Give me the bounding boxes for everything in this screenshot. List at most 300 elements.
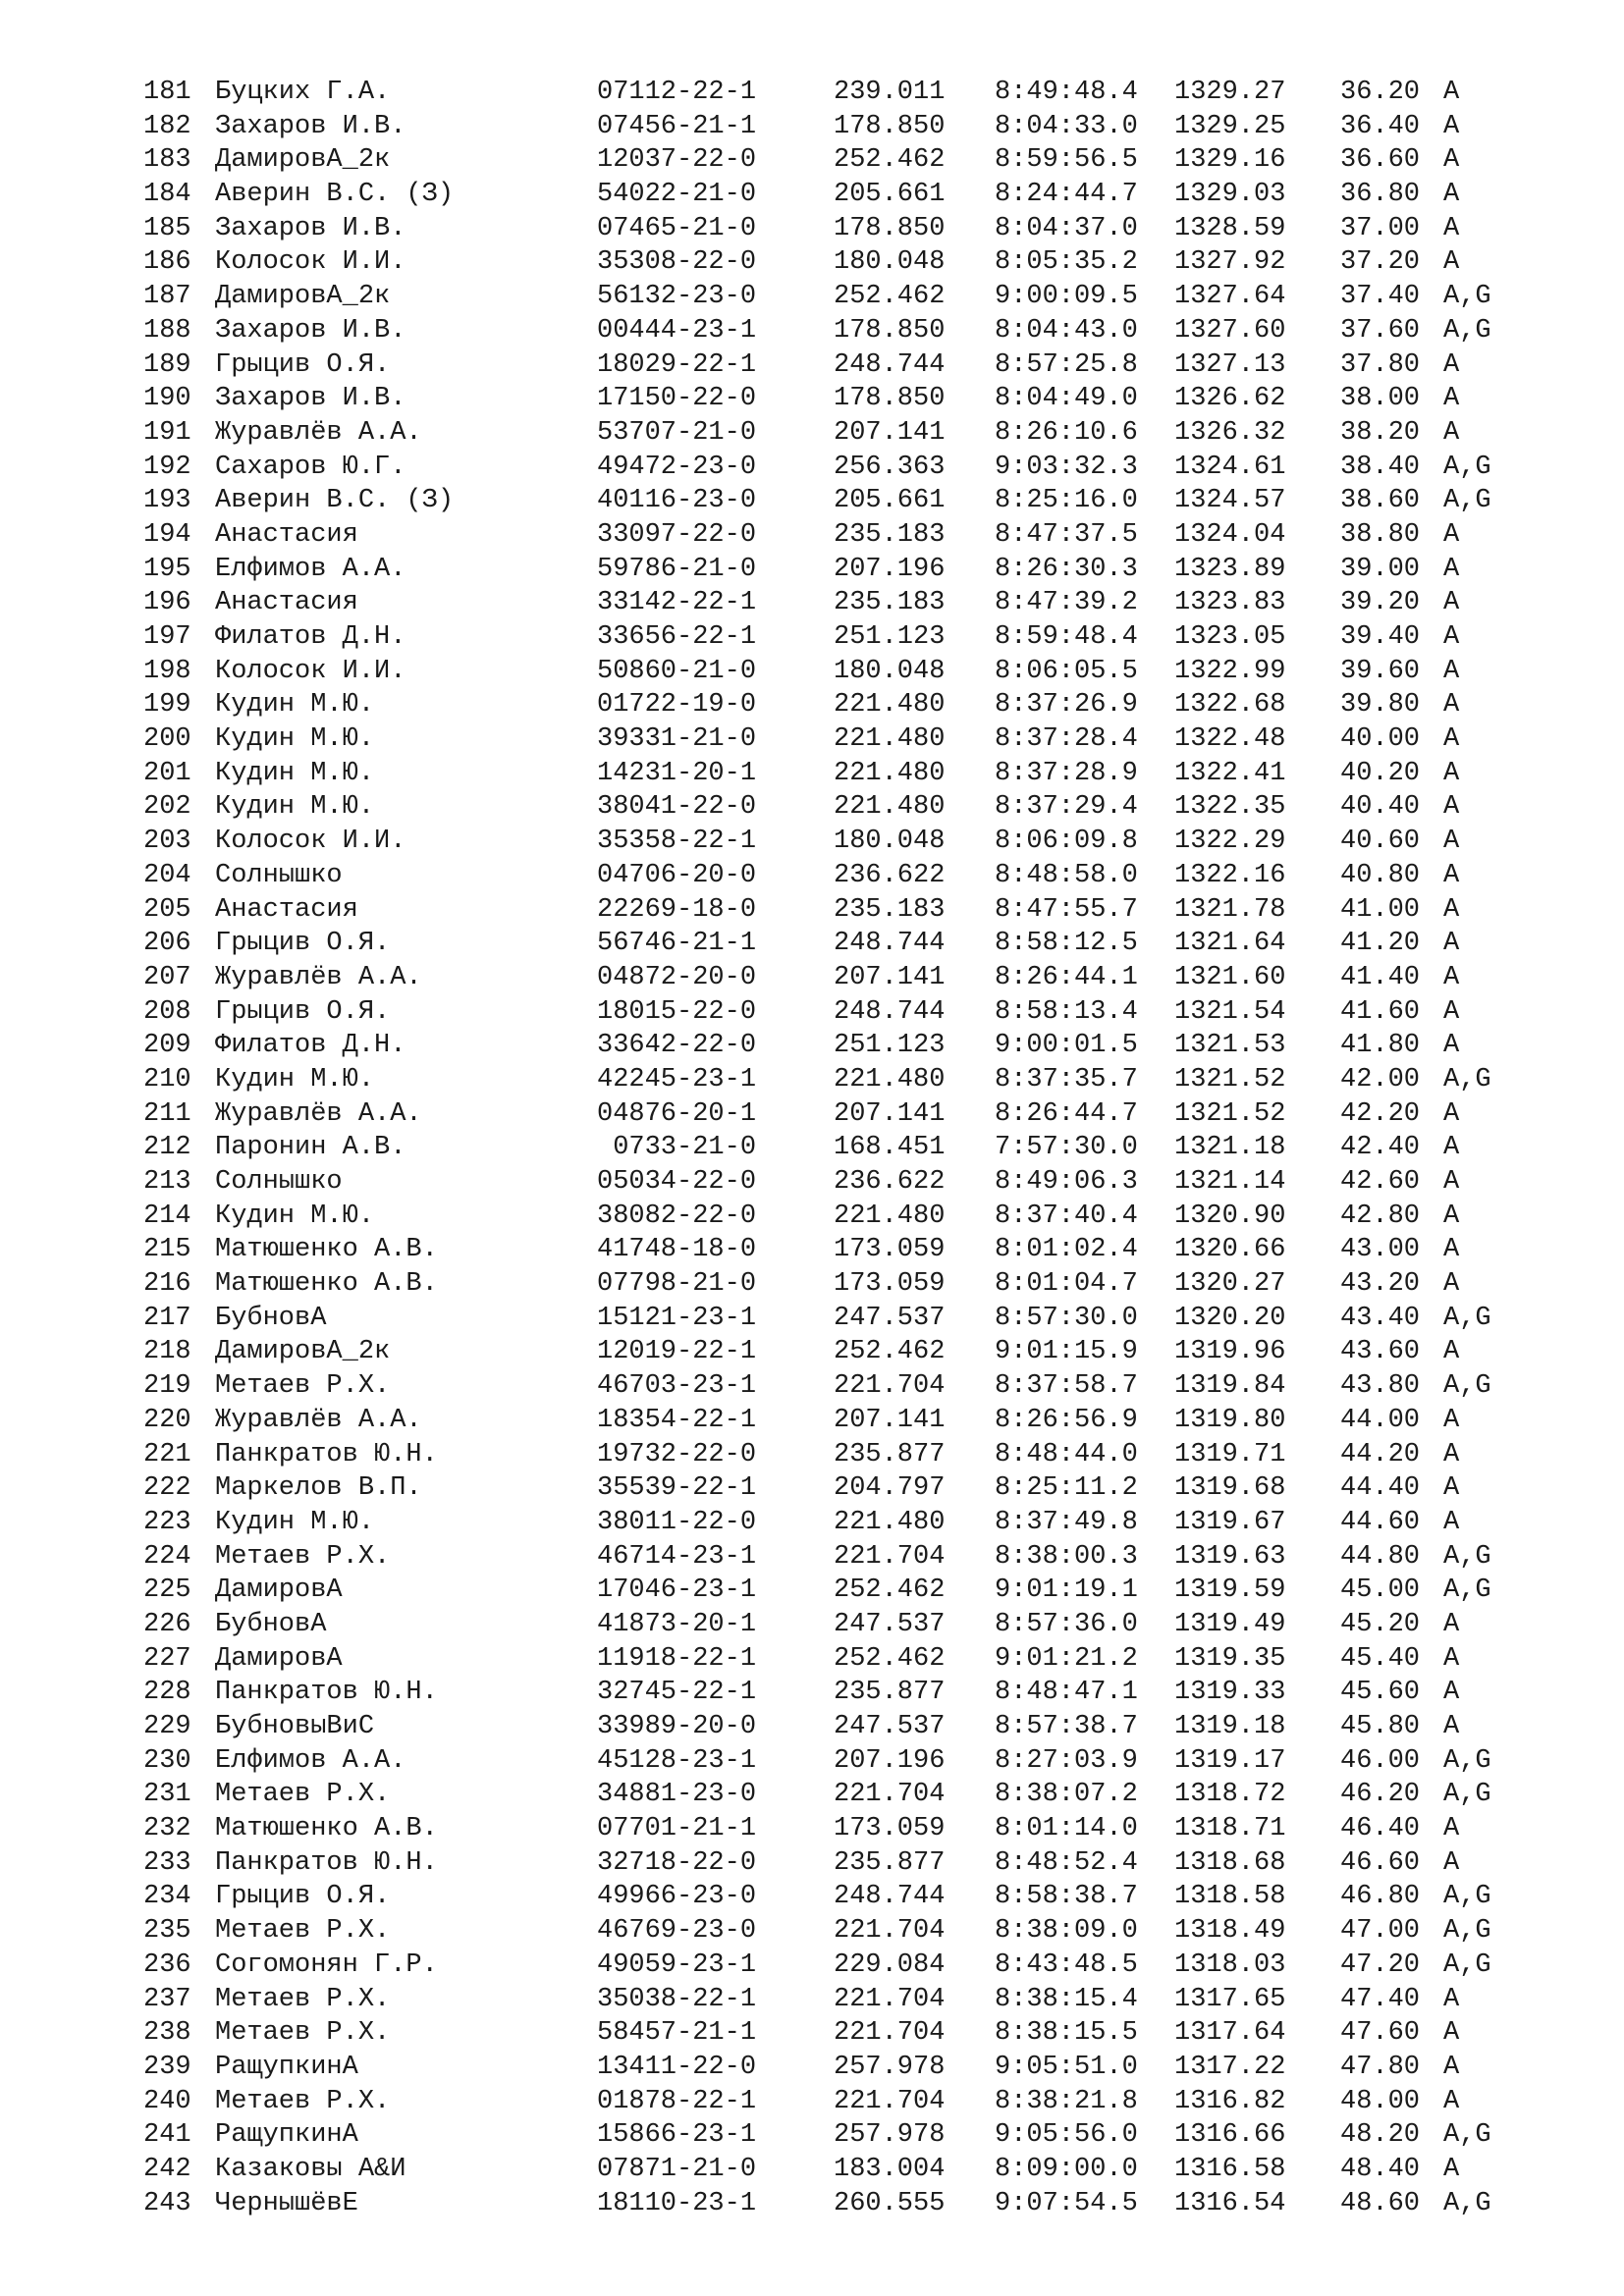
coefficient-cell: 44.80 — [1340, 1541, 1421, 1572]
fancier-name-cell: Аверин В.С. (З) — [215, 180, 455, 210]
arrival-time-cell: 8:47:55.7 — [995, 894, 1138, 925]
result-row — [0, 2187, 1624, 2221]
result-row — [0, 178, 1624, 212]
fancier-name-cell: Кудин М.Ю. — [215, 1064, 375, 1095]
category-mark-cell: A — [1443, 1235, 1460, 1265]
place-cell: 231 — [143, 1780, 191, 1810]
fancier-name-cell: Солнышко — [215, 860, 343, 890]
distance-cell: 178.850 — [834, 315, 946, 346]
arrival-time-cell: 8:06:05.5 — [995, 656, 1138, 686]
result-row — [0, 1812, 1624, 1846]
arrival-time-cell: 9:01:19.1 — [995, 1575, 1138, 1606]
place-cell: 243 — [143, 2188, 191, 2218]
ring-number-cell: 07871-21-0 — [597, 2154, 757, 2184]
speed-cell: 1316.58 — [1174, 2154, 1286, 2184]
ring-number-cell: 15121-23-1 — [597, 1303, 757, 1333]
speed-cell: 1322.41 — [1174, 758, 1286, 788]
place-cell: 241 — [143, 2120, 191, 2151]
place-cell: 229 — [143, 1712, 191, 1741]
fancier-name-cell: Сахаров Ю.Г. — [215, 452, 406, 482]
result-row — [0, 1642, 1624, 1677]
coefficient-cell: 48.40 — [1340, 2154, 1421, 2184]
coefficient-cell: 38.40 — [1340, 452, 1421, 482]
arrival-time-cell: 8:26:44.1 — [995, 962, 1138, 992]
distance-cell: 207.141 — [834, 962, 946, 992]
category-mark-cell: A,G — [1443, 1745, 1491, 1776]
result-row — [0, 893, 1624, 928]
result-row — [0, 1914, 1624, 1949]
distance-cell: 252.462 — [834, 1643, 946, 1674]
distance-cell: 173.059 — [834, 1235, 946, 1265]
fancier-name-cell: Аверин В.С. (З) — [215, 486, 455, 516]
fancier-name-cell: ДамировА_2к — [215, 145, 391, 176]
fancier-name-cell: Матюшенко А.В. — [215, 1814, 438, 1844]
coefficient-cell: 48.20 — [1340, 2120, 1421, 2151]
coefficient-cell: 46.20 — [1340, 1780, 1421, 1810]
arrival-time-cell: 8:48:47.1 — [995, 1678, 1138, 1708]
fancier-name-cell: Кудин М.Ю. — [215, 690, 375, 721]
distance-cell: 235.877 — [834, 1847, 946, 1878]
coefficient-cell: 45.40 — [1340, 1643, 1421, 1674]
fancier-name-cell: Кудин М.Ю. — [215, 1507, 375, 1537]
result-row — [0, 688, 1624, 722]
fancier-name-cell: ДамировА — [215, 1643, 343, 1674]
place-cell: 183 — [143, 145, 191, 176]
coefficient-cell: 36.40 — [1340, 111, 1421, 141]
fancier-name-cell: РащупкинА — [215, 2052, 358, 2082]
ring-number-cell: 18029-22-1 — [597, 349, 757, 380]
fancier-name-cell: Колосок И.И. — [215, 827, 406, 857]
place-cell: 213 — [143, 1167, 191, 1197]
result-row — [0, 1574, 1624, 1608]
arrival-time-cell: 8:04:43.0 — [995, 315, 1138, 346]
result-row — [0, 1302, 1624, 1336]
speed-cell: 1318.58 — [1174, 1882, 1286, 1912]
result-row — [0, 1063, 1624, 1097]
coefficient-cell: 36.60 — [1340, 145, 1421, 176]
category-mark-cell: A,G — [1443, 315, 1491, 346]
result-row — [0, 1744, 1624, 1779]
arrival-time-cell: 8:47:39.2 — [995, 588, 1138, 618]
place-cell: 195 — [143, 554, 191, 584]
place-cell: 188 — [143, 315, 191, 346]
category-mark-cell: A — [1443, 1031, 1460, 1061]
coefficient-cell: 42.60 — [1340, 1167, 1421, 1197]
fancier-name-cell: Метаев Р.Х. — [215, 1916, 391, 1947]
ring-number-cell: 12019-22-1 — [597, 1337, 757, 1367]
speed-cell: 1319.67 — [1174, 1507, 1286, 1537]
category-mark-cell: A — [1443, 758, 1460, 788]
speed-cell: 1327.64 — [1174, 282, 1286, 312]
speed-cell: 1316.66 — [1174, 2120, 1286, 2151]
distance-cell: 251.123 — [834, 622, 946, 652]
result-row — [0, 416, 1624, 451]
fancier-name-cell: Паронин А.В. — [215, 1133, 406, 1163]
category-mark-cell: A — [1443, 2086, 1460, 2116]
arrival-time-cell: 8:57:30.0 — [995, 1303, 1138, 1333]
ring-number-cell: 0733-21-0 — [597, 1133, 757, 1163]
result-row — [0, 586, 1624, 620]
coefficient-cell: 39.00 — [1340, 554, 1421, 584]
arrival-time-cell: 8:38:09.0 — [995, 1916, 1138, 1947]
speed-cell: 1319.68 — [1174, 1473, 1286, 1504]
ring-number-cell: 17046-23-1 — [597, 1575, 757, 1606]
result-row — [0, 1200, 1624, 1234]
ring-number-cell: 04706-20-0 — [597, 860, 757, 890]
arrival-time-cell: 8:49:48.4 — [995, 78, 1138, 107]
place-cell: 225 — [143, 1575, 191, 1606]
place-cell: 198 — [143, 656, 191, 686]
coefficient-cell: 40.00 — [1340, 724, 1421, 755]
distance-cell: 205.661 — [834, 180, 946, 210]
coefficient-cell: 40.40 — [1340, 792, 1421, 823]
arrival-time-cell: 8:04:37.0 — [995, 213, 1138, 243]
coefficient-cell: 39.60 — [1340, 656, 1421, 686]
distance-cell: 235.183 — [834, 519, 946, 550]
speed-cell: 1326.32 — [1174, 417, 1286, 448]
ring-number-cell: 38082-22-0 — [597, 1201, 757, 1231]
category-mark-cell: A,G — [1443, 1371, 1491, 1402]
category-mark-cell: A — [1443, 1269, 1460, 1300]
distance-cell: 221.704 — [834, 1371, 946, 1402]
speed-cell: 1323.89 — [1174, 554, 1286, 584]
coefficient-cell: 44.00 — [1340, 1405, 1421, 1435]
place-cell: 191 — [143, 417, 191, 448]
category-mark-cell: A,G — [1443, 1064, 1491, 1095]
result-row — [0, 927, 1624, 961]
distance-cell: 257.978 — [834, 2120, 946, 2151]
place-cell: 187 — [143, 282, 191, 312]
distance-cell: 257.978 — [834, 2052, 946, 2082]
place-cell: 221 — [143, 1439, 191, 1469]
speed-cell: 1329.27 — [1174, 78, 1286, 107]
fancier-name-cell: ДамировА — [215, 1575, 343, 1606]
distance-cell: 252.462 — [834, 1575, 946, 1606]
speed-cell: 1322.29 — [1174, 827, 1286, 857]
category-mark-cell: A — [1443, 519, 1460, 550]
ring-number-cell: 18015-22-0 — [597, 996, 757, 1027]
ring-number-cell: 19732-22-0 — [597, 1439, 757, 1469]
result-row — [0, 1267, 1624, 1302]
ring-number-cell: 53707-21-0 — [597, 417, 757, 448]
category-mark-cell: A — [1443, 724, 1460, 755]
speed-cell: 1317.65 — [1174, 1984, 1286, 2014]
result-row — [0, 620, 1624, 655]
arrival-time-cell: 8:37:28.9 — [995, 758, 1138, 788]
coefficient-cell: 38.60 — [1340, 486, 1421, 516]
place-cell: 206 — [143, 929, 191, 959]
fancier-name-cell: Матюшенко А.В. — [215, 1235, 438, 1265]
ring-number-cell: 40116-23-0 — [597, 486, 757, 516]
speed-cell: 1320.66 — [1174, 1235, 1286, 1265]
ring-number-cell: 17150-22-0 — [597, 384, 757, 414]
ring-number-cell: 38041-22-0 — [597, 792, 757, 823]
place-cell: 209 — [143, 1031, 191, 1061]
result-row — [0, 212, 1624, 246]
arrival-time-cell: 8:01:14.0 — [995, 1814, 1138, 1844]
coefficient-cell: 39.40 — [1340, 622, 1421, 652]
fancier-name-cell: Журавлёв А.А. — [215, 962, 422, 992]
place-cell: 197 — [143, 622, 191, 652]
speed-cell: 1321.78 — [1174, 894, 1286, 925]
distance-cell: 180.048 — [834, 827, 946, 857]
distance-cell: 252.462 — [834, 1337, 946, 1367]
coefficient-cell: 40.80 — [1340, 860, 1421, 890]
ring-number-cell: 32745-22-1 — [597, 1678, 757, 1708]
speed-cell: 1321.52 — [1174, 1064, 1286, 1095]
category-mark-cell: A — [1443, 78, 1460, 107]
category-mark-cell: A — [1443, 622, 1460, 652]
fancier-name-cell: Журавлёв А.А. — [215, 1098, 422, 1129]
speed-cell: 1319.49 — [1174, 1609, 1286, 1639]
category-mark-cell: A — [1443, 827, 1460, 857]
ring-number-cell: 00444-23-1 — [597, 315, 757, 346]
coefficient-cell: 42.00 — [1340, 1064, 1421, 1095]
ring-number-cell: 18110-23-1 — [597, 2188, 757, 2218]
place-cell: 196 — [143, 588, 191, 618]
coefficient-cell: 45.20 — [1340, 1609, 1421, 1639]
result-row — [0, 1608, 1624, 1642]
place-cell: 211 — [143, 1098, 191, 1129]
coefficient-cell: 37.20 — [1340, 247, 1421, 278]
distance-cell: 173.059 — [834, 1269, 946, 1300]
arrival-time-cell: 8:24:44.7 — [995, 180, 1138, 210]
ring-number-cell: 07465-21-0 — [597, 213, 757, 243]
fancier-name-cell: Грыцив О.Я. — [215, 1882, 391, 1912]
speed-cell: 1321.14 — [1174, 1167, 1286, 1197]
speed-cell: 1321.52 — [1174, 1098, 1286, 1129]
result-row — [0, 1676, 1624, 1710]
coefficient-cell: 44.60 — [1340, 1507, 1421, 1537]
result-row — [0, 1404, 1624, 1438]
fancier-name-cell: Кудин М.Ю. — [215, 792, 375, 823]
coefficient-cell: 37.60 — [1340, 315, 1421, 346]
speed-cell: 1324.04 — [1174, 519, 1286, 550]
place-cell: 226 — [143, 1609, 191, 1639]
speed-cell: 1319.17 — [1174, 1745, 1286, 1776]
distance-cell: 239.011 — [834, 78, 946, 107]
distance-cell: 235.877 — [834, 1439, 946, 1469]
fancier-name-cell: Грыцив О.Я. — [215, 996, 391, 1027]
distance-cell: 248.744 — [834, 929, 946, 959]
category-mark-cell: A — [1443, 1167, 1460, 1197]
coefficient-cell: 43.20 — [1340, 1269, 1421, 1300]
speed-cell: 1321.53 — [1174, 1031, 1286, 1061]
category-mark-cell: A,G — [1443, 1780, 1491, 1810]
category-mark-cell: A,G — [1443, 1575, 1491, 1606]
fancier-name-cell: ЧернышёвЕ — [215, 2188, 358, 2218]
coefficient-cell: 45.80 — [1340, 1712, 1421, 1741]
arrival-time-cell: 8:27:03.9 — [995, 1745, 1138, 1776]
ring-number-cell: 58457-21-1 — [597, 2018, 757, 2049]
fancier-name-cell: Елфимов А.А. — [215, 1745, 406, 1776]
arrival-time-cell: 8:09:00.0 — [995, 2154, 1138, 2184]
fancier-name-cell: Захаров И.В. — [215, 315, 406, 346]
distance-cell: 180.048 — [834, 656, 946, 686]
fancier-name-cell: Грыцив О.Я. — [215, 349, 391, 380]
fancier-name-cell: Панкратов Ю.Н. — [215, 1678, 438, 1708]
category-mark-cell: A — [1443, 588, 1460, 618]
arrival-time-cell: 9:05:51.0 — [995, 2052, 1138, 2082]
arrival-time-cell: 8:37:40.4 — [995, 1201, 1138, 1231]
fancier-name-cell: БубновыВиС — [215, 1712, 375, 1741]
category-mark-cell: A,G — [1443, 2120, 1491, 2151]
ring-number-cell: 46769-23-0 — [597, 1916, 757, 1947]
category-mark-cell: A — [1443, 996, 1460, 1027]
ring-number-cell: 01722-19-0 — [597, 690, 757, 721]
fancier-name-cell: Метаев Р.Х. — [215, 1984, 391, 2014]
ring-number-cell: 56746-21-1 — [597, 929, 757, 959]
speed-cell: 1327.13 — [1174, 349, 1286, 380]
ring-number-cell: 46703-23-1 — [597, 1371, 757, 1402]
distance-cell: 180.048 — [834, 247, 946, 278]
arrival-time-cell: 9:03:32.3 — [995, 452, 1138, 482]
speed-cell: 1316.54 — [1174, 2188, 1286, 2218]
place-cell: 223 — [143, 1507, 191, 1537]
place-cell: 224 — [143, 1541, 191, 1572]
coefficient-cell: 39.80 — [1340, 690, 1421, 721]
distance-cell: 221.704 — [834, 2018, 946, 2049]
speed-cell: 1324.61 — [1174, 452, 1286, 482]
category-mark-cell: A — [1443, 1439, 1460, 1469]
arrival-time-cell: 8:38:21.8 — [995, 2086, 1138, 2116]
place-cell: 233 — [143, 1847, 191, 1878]
category-mark-cell: A — [1443, 656, 1460, 686]
fancier-name-cell: Панкратов Ю.Н. — [215, 1847, 438, 1878]
category-mark-cell: A — [1443, 1847, 1460, 1878]
arrival-time-cell: 9:01:21.2 — [995, 1643, 1138, 1674]
ring-number-cell: 49472-23-0 — [597, 452, 757, 482]
coefficient-cell: 46.00 — [1340, 1745, 1421, 1776]
place-cell: 220 — [143, 1405, 191, 1435]
coefficient-cell: 39.20 — [1340, 588, 1421, 618]
distance-cell: 229.084 — [834, 1949, 946, 1980]
place-cell: 218 — [143, 1337, 191, 1367]
arrival-time-cell: 8:01:04.7 — [995, 1269, 1138, 1300]
result-row — [0, 1471, 1624, 1506]
ring-number-cell: 13411-22-0 — [597, 2052, 757, 2082]
result-row — [0, 348, 1624, 383]
speed-cell: 1324.57 — [1174, 486, 1286, 516]
place-cell: 203 — [143, 827, 191, 857]
fancier-name-cell: Солнышко — [215, 1167, 343, 1197]
category-mark-cell: A — [1443, 384, 1460, 414]
ring-number-cell: 39331-21-0 — [597, 724, 757, 755]
ring-number-cell: 42245-23-1 — [597, 1064, 757, 1095]
place-cell: 214 — [143, 1201, 191, 1231]
speed-cell: 1322.35 — [1174, 792, 1286, 823]
distance-cell: 178.850 — [834, 213, 946, 243]
arrival-time-cell: 8:38:15.5 — [995, 2018, 1138, 2049]
distance-cell: 248.744 — [834, 349, 946, 380]
fancier-name-cell: Журавлёв А.А. — [215, 1405, 422, 1435]
ring-number-cell: 12037-22-0 — [597, 145, 757, 176]
ring-number-cell: 35539-22-1 — [597, 1473, 757, 1504]
arrival-time-cell: 8:26:44.7 — [995, 1098, 1138, 1129]
result-row — [0, 1165, 1624, 1200]
coefficient-cell: 45.00 — [1340, 1575, 1421, 1606]
place-cell: 207 — [143, 962, 191, 992]
fancier-name-cell: Метаев Р.Х. — [215, 1541, 391, 1572]
fancier-name-cell: Анастасия — [215, 588, 358, 618]
category-mark-cell: A — [1443, 1712, 1460, 1741]
distance-cell: 260.555 — [834, 2188, 946, 2218]
category-mark-cell: A — [1443, 894, 1460, 925]
arrival-time-cell: 8:37:49.8 — [995, 1507, 1138, 1537]
speed-cell: 1321.64 — [1174, 929, 1286, 959]
fancier-name-cell: Матюшенко А.В. — [215, 1269, 438, 1300]
result-row — [0, 1506, 1624, 1540]
distance-cell: 236.622 — [834, 860, 946, 890]
distance-cell: 247.537 — [834, 1712, 946, 1741]
ring-number-cell: 54022-21-0 — [597, 180, 757, 210]
fancier-name-cell: РащупкинА — [215, 2120, 358, 2151]
category-mark-cell: A,G — [1443, 1303, 1491, 1333]
result-row — [0, 280, 1624, 314]
place-cell: 194 — [143, 519, 191, 550]
result-row — [0, 1880, 1624, 1914]
arrival-time-cell: 8:38:15.4 — [995, 1984, 1138, 2014]
ring-number-cell: 15866-23-1 — [597, 2120, 757, 2151]
distance-cell: 221.704 — [834, 1984, 946, 2014]
arrival-time-cell: 9:05:56.0 — [995, 2120, 1138, 2151]
arrival-time-cell: 8:59:56.5 — [995, 145, 1138, 176]
distance-cell: 252.462 — [834, 282, 946, 312]
results-list — [0, 76, 1624, 2220]
arrival-time-cell: 8:26:30.3 — [995, 554, 1138, 584]
place-cell: 236 — [143, 1949, 191, 1980]
category-mark-cell: A,G — [1443, 282, 1491, 312]
distance-cell: 247.537 — [834, 1303, 946, 1333]
speed-cell: 1319.84 — [1174, 1371, 1286, 1402]
fancier-name-cell: Казаковы А&И — [215, 2154, 406, 2184]
category-mark-cell: A — [1443, 2018, 1460, 2049]
ring-number-cell: 07112-22-1 — [597, 78, 757, 107]
coefficient-cell: 38.20 — [1340, 417, 1421, 448]
speed-cell: 1319.71 — [1174, 1439, 1286, 1469]
distance-cell: 221.480 — [834, 690, 946, 721]
ring-number-cell: 33142-22-1 — [597, 588, 757, 618]
result-row — [0, 790, 1624, 825]
arrival-time-cell: 8:38:07.2 — [995, 1780, 1138, 1810]
coefficient-cell: 43.60 — [1340, 1337, 1421, 1367]
ring-number-cell: 14231-20-1 — [597, 758, 757, 788]
ring-number-cell: 04872-20-0 — [597, 962, 757, 992]
coefficient-cell: 42.40 — [1340, 1133, 1421, 1163]
distance-cell: 221.480 — [834, 1064, 946, 1095]
fancier-name-cell: Кудин М.Ю. — [215, 724, 375, 755]
arrival-time-cell: 8:37:28.4 — [995, 724, 1138, 755]
distance-cell: 221.704 — [834, 1780, 946, 1810]
arrival-time-cell: 8:26:56.9 — [995, 1405, 1138, 1435]
place-cell: 240 — [143, 2086, 191, 2116]
distance-cell: 221.480 — [834, 1201, 946, 1231]
ring-number-cell: 56132-23-0 — [597, 282, 757, 312]
place-cell: 190 — [143, 384, 191, 414]
place-cell: 193 — [143, 486, 191, 516]
arrival-time-cell: 9:00:09.5 — [995, 282, 1138, 312]
coefficient-cell: 43.00 — [1340, 1235, 1421, 1265]
coefficient-cell: 46.80 — [1340, 1882, 1421, 1912]
result-row — [0, 1778, 1624, 1812]
speed-cell: 1322.16 — [1174, 860, 1286, 890]
fancier-name-cell: БубновА — [215, 1303, 327, 1333]
distance-cell: 207.196 — [834, 1745, 946, 1776]
category-mark-cell: A,G — [1443, 1916, 1491, 1947]
fancier-name-cell: Метаев Р.Х. — [215, 2018, 391, 2049]
fancier-name-cell: ДамировА_2к — [215, 1337, 391, 1367]
speed-cell: 1320.90 — [1174, 1201, 1286, 1231]
